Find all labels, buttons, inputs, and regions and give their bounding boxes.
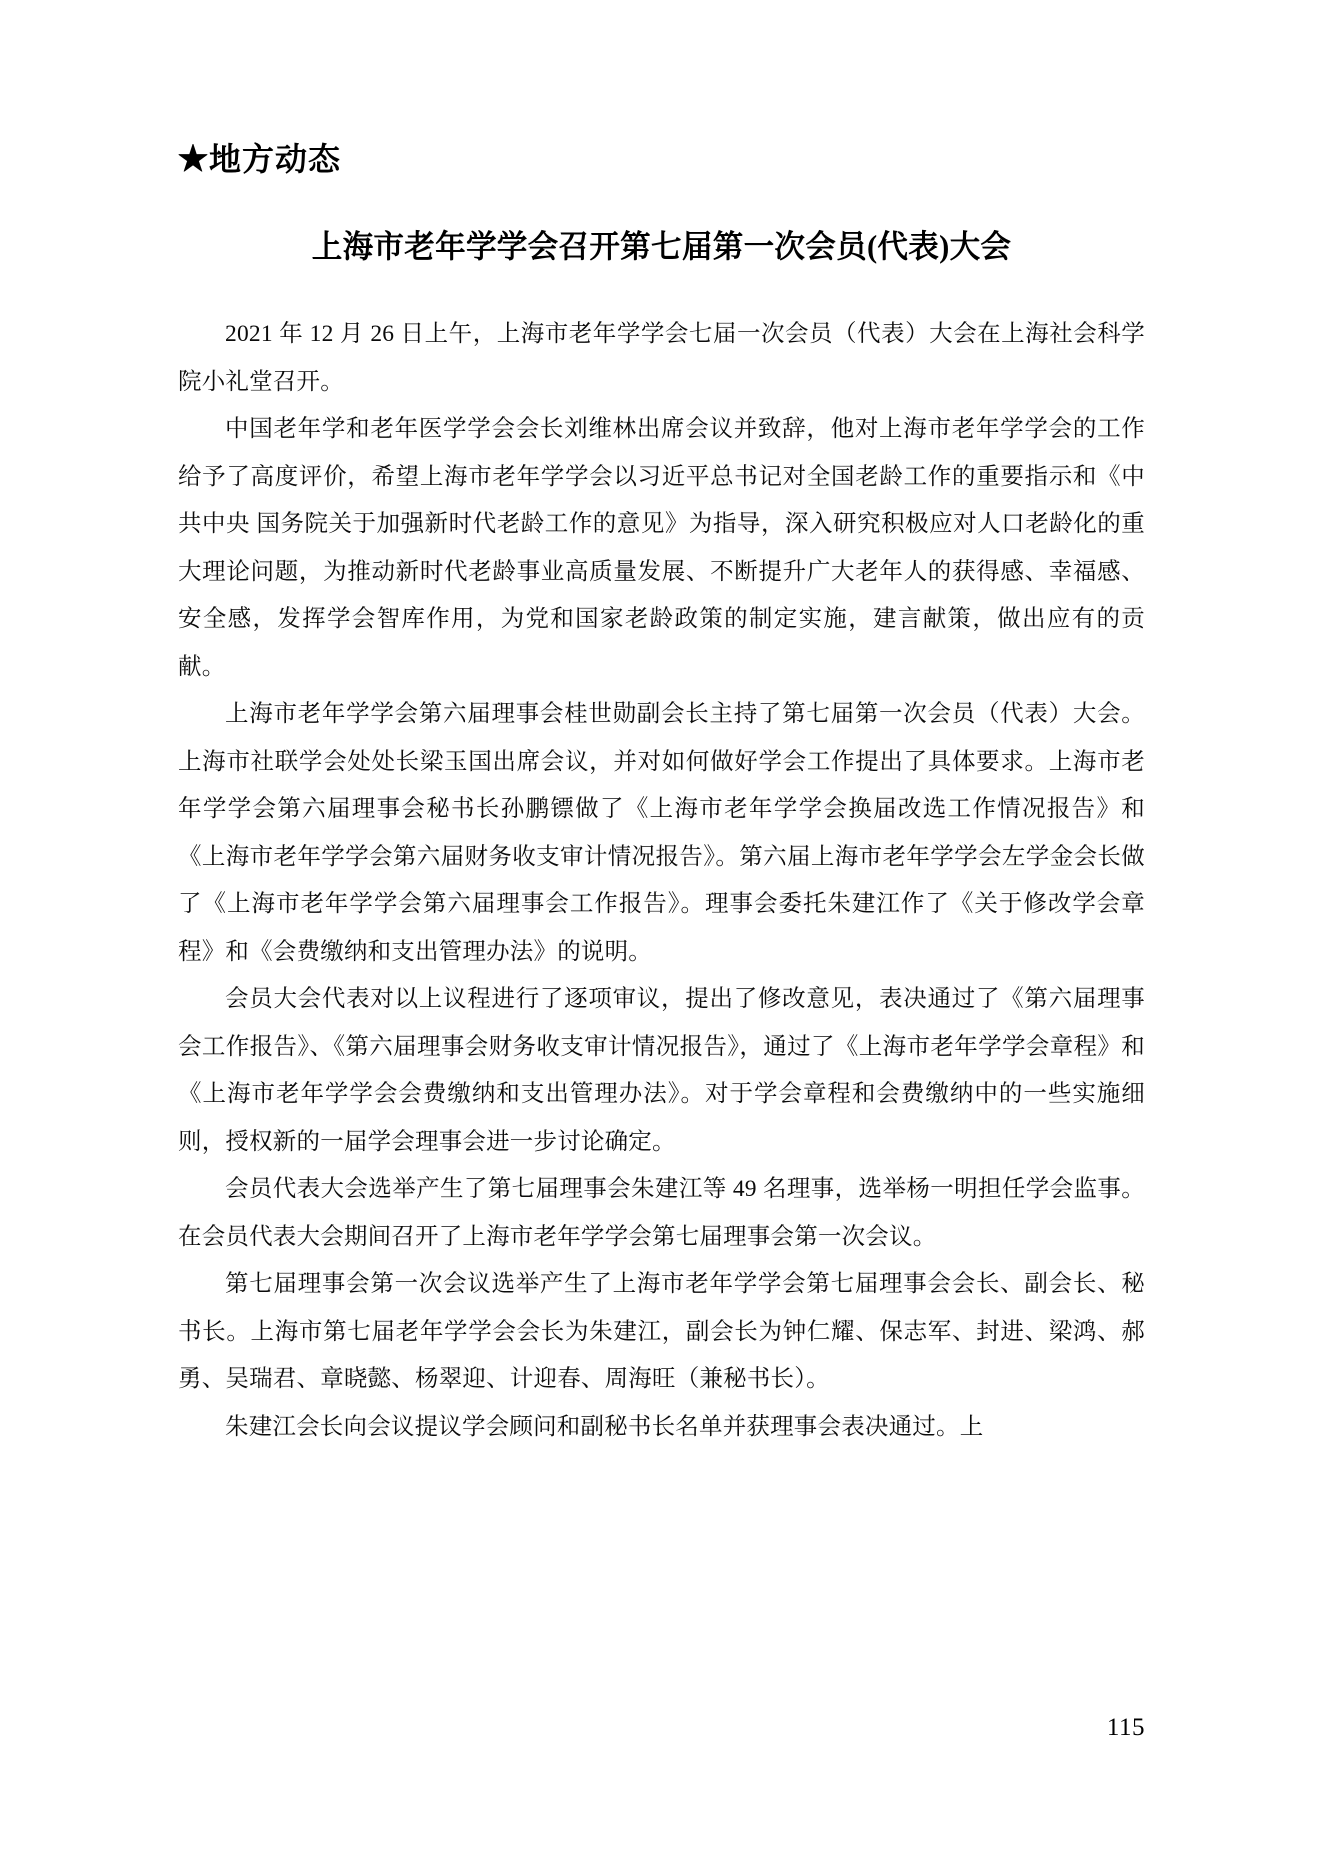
paragraph: 第七届理事会第一次会议选举产生了上海市老年学学会第七届理事会会长、副会长、秘书长。上海市第七届老年学学会会长为朱建江，副会长为钟仁耀、保志军、封进、梁鸿、郝勇、吴瑞君、章晓懿、杨翠迎、计迎春、周海旺（兼秘书长）。 <box>178 1271 1145 1392</box>
paragraph: 中国老年学和老年医学学会会长刘维林出席会议并致辞，他对上海市老年学学会的工作给予了高度评价，希望上海市老年学学会以习近平总书记对全国老龄工作的重要指示和《中共中央 国务院关于加强新时代老龄工作的意见》为指导，深入研究积极应对人口老龄化的重大理论问题，为推动新时代老龄事业高质量发展、不断提升广大老年人的获得感、幸福感、安全感，发挥学会智库作用，为党和国家老龄政策的制定实施，建言献策，做出应有的贡献。 <box>178 416 1145 680</box>
article-title: 上海市老年学学会召开第七届第一次会员(代表)大会 <box>311 229 1012 264</box>
section-header-label: 地方动态 <box>209 141 342 177</box>
paragraph: 朱建江会长向会议提议学会顾问和副秘书长名单并获理事会表决通过。上 <box>225 1413 984 1440</box>
paragraph: 2021 年 12 月 26 日上午，上海市老年学学会七届一次会员（代表）大会在上海社会科学院小礼堂召开。 <box>178 321 1145 395</box>
paragraph: 会员大会代表对以上议程进行了逐项审议，提出了修改意见，表决通过了《第六届理事会工作报告》、《第六届理事会财务收支审计情况报告》，通过了《上海市老年学学会章程》和《上海市老年学学会会费缴纳和支出管理办法》。对于学会章程和会费缴纳中的一些实施细则，授权新的一届学会理事会进一步讨论确定。 <box>178 986 1145 1155</box>
section-header <box>178 138 1145 181</box>
paragraph: 会员代表大会选举产生了第七届理事会朱建江等 49 名理事，选举杨一明担任学会监事。在会员代表大会期间召开了上海市老年学学会第七届理事会第一次会议。 <box>178 1176 1145 1250</box>
article-body <box>178 311 1145 1451</box>
page-content <box>178 138 1145 1451</box>
paragraph: 上海市老年学学会第六届理事会桂世勋副会长主持了第七届第一次会员（代表）大会。上海市社联学会处处长梁玉国出席会议，并对如何做好学会工作提出了具体要求。上海市老年学学会第六届理事会秘书长孙鹏镖做了《上海市老年学学会换届改选工作情况报告》和《上海市老年学学会第六届财务收支审计情况报告》。第六届上海市老年学学会左学金会长做了《上海市老年学学会第六届理事会工作报告》。理事会委托朱建江作了《关于修改学会章程》和《会费缴纳和支出管理办法》的说明。 <box>178 701 1145 965</box>
star-icon: ★ <box>178 143 209 176</box>
page-number: 115 <box>1106 1714 1145 1741</box>
